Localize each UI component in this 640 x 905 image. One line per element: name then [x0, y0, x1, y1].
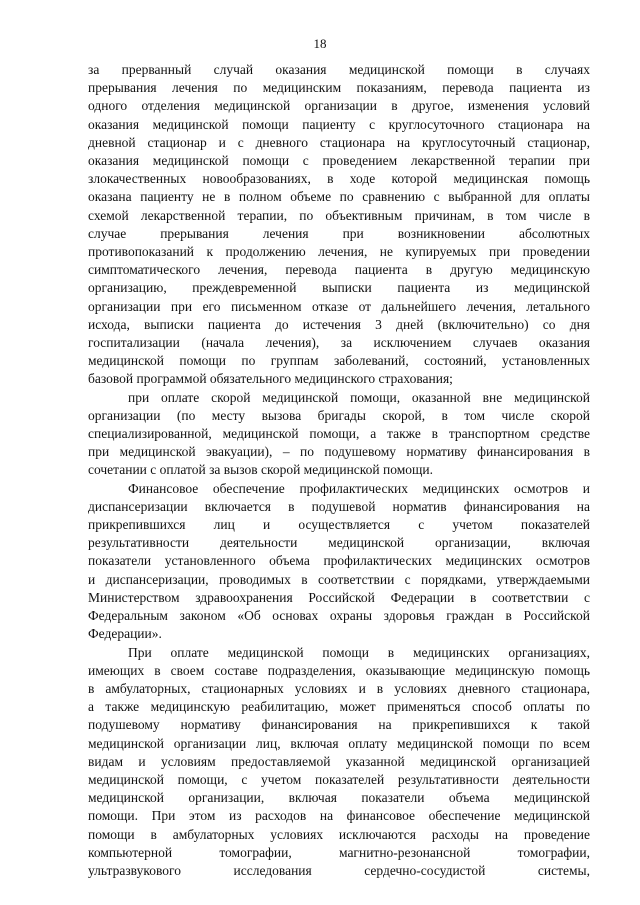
text-line: при оплате скорой медицинской помощи, оказанной вне медицинской	[128, 389, 590, 405]
text-line: при медицинской эвакуации), – по подушевому нормативу финансирования в	[88, 444, 590, 460]
paragraph	[88, 61, 590, 389]
text-line: злокачественных новообразованиях, в ходе которой медицинская помощь	[88, 171, 590, 187]
text-line: организации (по месту вызова бригады скорой, в том числе скорой	[88, 407, 590, 423]
text-line: случае прерывания лечения при возникновении абсолютных	[88, 225, 590, 241]
text-line: противопоказаний к продолжению лечения, не купируемых при проведении	[88, 244, 590, 260]
paragraph	[88, 644, 590, 881]
text-line: специализированной, медицинской помощи, а также в транспортном средстве	[88, 426, 590, 442]
text-line: подушевому нормативу финансирования на прикрепившихся к такой	[88, 717, 590, 733]
text-line: медицинской помощи, с учетом показателей результативности деятельности	[88, 771, 590, 787]
text-line: сочетании с оплатой за вызов скорой медицинской помощи.	[88, 462, 434, 478]
text-line: оказана пациенту не в полном объеме по сравнению с выбранной для оплаты	[88, 189, 590, 205]
page-number: 18	[313, 36, 327, 51]
text-line: организации при его письменном отказе от дальнейшего лечения, летального	[88, 298, 590, 314]
text-line: организацию, преждевременной выписки пациента из медицинской	[88, 280, 590, 296]
text-line: и диспансеризации, проводимых в соответствии с порядками, утверждаемыми	[88, 571, 590, 587]
text-line: помощи. При этом из расходов на финансовое обеспечение медицинской	[88, 808, 590, 824]
text-line: прерывания лечения по медицинским показаниям, перевода пациента из	[88, 80, 590, 96]
paragraph	[88, 389, 590, 480]
text-line: оказания медицинской помощи пациенту с круглосуточного стационара на	[88, 116, 590, 132]
text-line: схемой лекарственной терапии, по объективным причинам, в том числе в	[88, 207, 590, 223]
text-line: исхода, выписки пациента до истечения 3 дней (включительно) со дня	[88, 316, 590, 332]
text-line: одного отделения медицинской организации в другое, изменения условий	[88, 98, 590, 114]
text-line: госпитализации (начала лечения), за исключением случаев оказания	[88, 335, 590, 351]
text-line: симптоматического лечения, перевода пациента в другую медицинскую	[88, 262, 590, 278]
text-line: Федерации».	[88, 626, 162, 642]
text-line: за прерванный случай оказания медицинской помощи в случаях	[88, 62, 590, 77]
text-line: При оплате медицинской помощи в медицинских организациях,	[128, 644, 590, 660]
text-line: в амбулаторных, стационарных условиях и в условиях дневного стационара,	[88, 680, 590, 696]
text-line: компьютерной томографии, магнитно-резонансной томографии,	[88, 844, 590, 860]
text-line: дневной стационар и с дневного стационара на круглосуточный стационар,	[88, 134, 590, 150]
text-line: прикрепившихся лиц и осуществляется с учетом показателей	[88, 517, 590, 533]
text-line: Финансовое обеспечение профилактических медицинских осмотров и	[128, 480, 590, 496]
text-line: медицинской организации лиц, включая оплату медицинской помощи по всем	[88, 735, 590, 751]
text-line: помощи в амбулаторных условиях исключаются расходы на проведение	[88, 826, 590, 842]
text-line: Министерством здравоохранения Российской Федерации в соответствии с	[88, 589, 590, 605]
text-line: имеющих в своем составе подразделения, оказывающие медицинскую помощь	[88, 662, 590, 678]
body-text	[88, 61, 590, 880]
paragraph	[88, 480, 590, 644]
text-line: Федеральным законом «Об основах охраны здоровья граждан в Российской	[88, 608, 590, 624]
text-line: результативности деятельности медицинской организации, включая	[88, 535, 590, 551]
text-line: оказания медицинской помощи с проведением лекарственной терапии при	[88, 153, 590, 169]
text-line: медицинской организации, включая показатели объема медицинской	[88, 790, 590, 806]
text-line: медицинской помощи по группам заболеваний, состояний, установленных	[88, 353, 590, 369]
text-line: показатели установленного объема профилактических медицинских осмотров	[88, 553, 590, 569]
text-line: ультразвукового исследования сердечно-сосудистой системы,	[88, 862, 590, 878]
text-line: видам и условиям предоставляемой указанной медицинской организацией	[88, 753, 590, 769]
text-line: базовой программой обязательного медицинского страхования;	[88, 371, 453, 387]
text-line: диспансеризации включается в подушевой норматив финансирования на	[88, 498, 590, 514]
text-line: а также медицинскую реабилитацию, может применяться способ оплаты по	[88, 699, 590, 715]
